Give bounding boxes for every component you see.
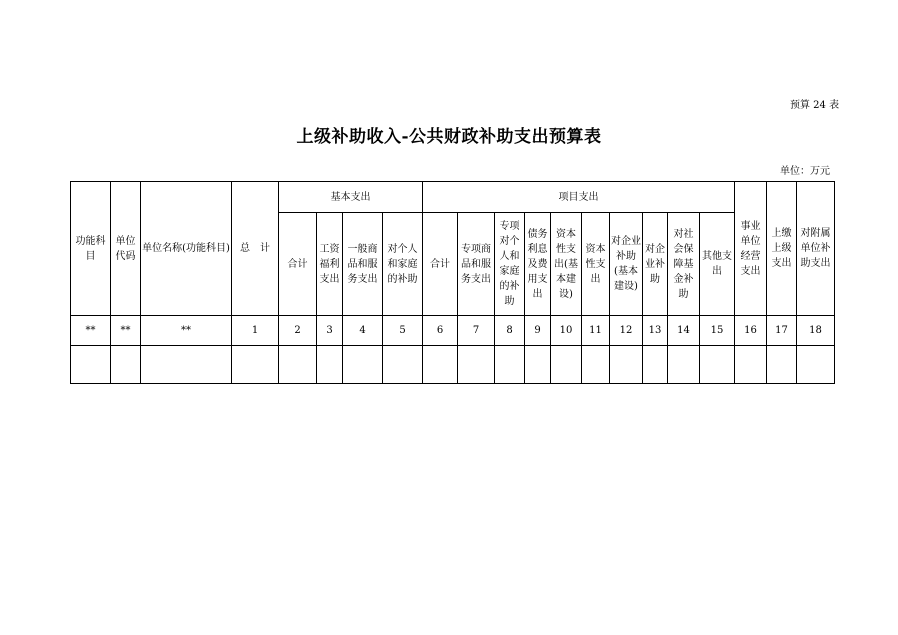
table-cell[interactable] [700, 346, 735, 384]
table-cell[interactable] [232, 346, 279, 384]
table-cell[interactable] [317, 346, 343, 384]
index-row [71, 316, 835, 346]
index-cell: 15 [700, 316, 735, 346]
header-project-expenditure: 项目支出 [423, 182, 735, 213]
table-cell[interactable] [423, 346, 458, 384]
header-func-subject: 功能科目 [71, 182, 111, 316]
index-cell: 9 [525, 316, 551, 346]
header-basic-total: 合计 [279, 213, 317, 316]
table-cell[interactable] [458, 346, 495, 384]
table-cell[interactable] [279, 346, 317, 384]
header-special-goods: 专项商品和服务支出 [458, 213, 495, 316]
header-business-expenditure: 事业单位经营支出 [735, 182, 767, 316]
page-title: 上级补助收入-公共财政补助支出预算表 [296, 127, 602, 147]
table-cell[interactable] [610, 346, 643, 384]
index-cell: 16 [735, 316, 767, 346]
index-cell: 7 [458, 316, 495, 346]
table-cell[interactable] [111, 346, 141, 384]
table-cell[interactable] [551, 346, 582, 384]
table-cell[interactable] [343, 346, 383, 384]
table-cell[interactable] [797, 346, 835, 384]
header-unit-name: 单位名称(功能科目) [141, 182, 232, 316]
index-cell: 5 [383, 316, 423, 346]
index-cell: 3 [317, 316, 343, 346]
index-cell: 8 [495, 316, 525, 346]
index-cell: 6 [423, 316, 458, 346]
header-special-personal: 专项对个人和家庭的补助 [495, 213, 525, 316]
table-cell[interactable] [668, 346, 700, 384]
header-upper-payment: 上缴上级支出 [767, 182, 797, 316]
index-cell: 11 [582, 316, 610, 346]
index-cell: 2 [279, 316, 317, 346]
header-social-security: 对社会保障基金补助 [668, 213, 700, 316]
header-personal-family: 对个人和家庭的补助 [383, 213, 423, 316]
header-enterprise-basic: 对企业补助(基本建设) [610, 213, 643, 316]
header-unit-code: 单位代码 [111, 182, 141, 316]
header-goods-services: 一般商品和服务支出 [343, 213, 383, 316]
table-cell[interactable] [141, 346, 232, 384]
table-row [71, 346, 835, 384]
index-cell: 18 [797, 316, 835, 346]
table-cell[interactable] [525, 346, 551, 384]
unit-label: 单位：万元 [780, 166, 830, 177]
index-cell: 12 [610, 316, 643, 346]
index-cell: ** [141, 316, 232, 346]
header-basic-expenditure: 基本支出 [279, 182, 423, 213]
header-wage-welfare: 工资福利支出 [317, 213, 343, 316]
header-total: 总 计 [232, 182, 279, 316]
header-debt-interest: 债务利息及费用支出 [525, 213, 551, 316]
header-project-total: 合计 [423, 213, 458, 316]
index-cell: 4 [343, 316, 383, 346]
index-cell: 17 [767, 316, 797, 346]
header-affiliated-subsidy: 对附属单位补助支出 [797, 182, 835, 316]
table-cell[interactable] [383, 346, 423, 384]
index-cell: ** [71, 316, 111, 346]
header-enterprise: 对企业补助 [643, 213, 668, 316]
table-cell[interactable] [495, 346, 525, 384]
header-capital-basic: 资本性支出(基本建设) [551, 213, 582, 316]
index-cell: 10 [551, 316, 582, 346]
budget-table [70, 181, 835, 384]
table-cell[interactable] [71, 346, 111, 384]
table-cell[interactable] [735, 346, 767, 384]
table-cell[interactable] [643, 346, 668, 384]
index-cell: 13 [643, 316, 668, 346]
form-number: 预算 24 表 [790, 100, 840, 111]
table-cell[interactable] [767, 346, 797, 384]
header-other: 其他支出 [700, 213, 735, 316]
table-cell[interactable] [582, 346, 610, 384]
index-cell: ** [111, 316, 141, 346]
index-cell: 1 [232, 316, 279, 346]
index-cell: 14 [668, 316, 700, 346]
header-capital: 资本性支出 [582, 213, 610, 316]
